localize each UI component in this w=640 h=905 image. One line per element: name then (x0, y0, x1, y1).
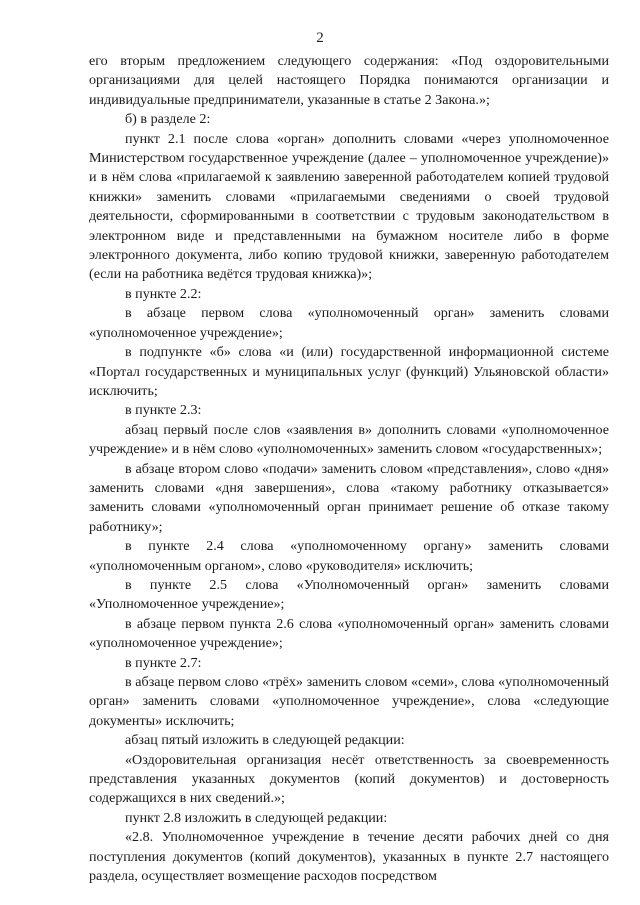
paragraph: пункт 2.1 после слова «орган» дополнить словами «через уполномоченное Министерством государственное учреждение (далее – уполномоченное учреждение)» и в нём слова «прилагаемой к заявлению заверенной работодателем копией трудовой книжки» заменить словами «прилагаемыми сведениями о своей трудовой деятельности, сформированными в соответствии с трудовым законодательством в электронном виде и представленными на бумажном носителе либо в форме электронного документа, либо копию трудовой книжки, заверенную работодателем (если на работника ведётся трудовая книжка)»; (89, 130, 609, 283)
paragraph: в абзаце первом слово «трёх» заменить словом «семи», слова «уполномоченный орган» заменить словами «уполномоченное учреждение», слова «следующие документы» исключить; (89, 674, 609, 729)
paragraph: б) в разделе 2: (125, 111, 211, 128)
document-body (89, 52, 609, 886)
paragraph: «Оздоровительная организация несёт ответственность за своевременность представления указанных документов (копий документов) и достоверность содержащихся в них сведений.»; (89, 751, 609, 807)
paragraph: в пункте 2.7: (125, 654, 202, 671)
paragraph: абзац первый после слов «заявления в» дополнить словами «уполномоченное учреждение» и в нём слово «уполномоченных» заменить словом «государственных»; (89, 421, 609, 458)
paragraph: его вторым предложением следующего содержания: «Под оздоровительными организациями для целей настоящего Порядка понимаются организации и индивидуальные предприниматели, указанные в статье 2 Закона.»; (89, 53, 609, 108)
paragraph: в подпункте «б» слова «и (или) государственной информационной системе «Портал государственных и муниципальных услуг (функций) Ульяновской области» исключить; (89, 344, 609, 399)
paragraph: в абзаце первом слова «уполномоченный орган» заменить словами «уполномоченное учреждение»; (89, 305, 609, 341)
paragraph: «2.8. Уполномоченное учреждение в течение десяти рабочих дней со дня поступления документов (копий документов), указанных в пункте 2.7 настоящего раздела, осуществляет возмещение расходов посредством (89, 829, 609, 885)
paragraph: в пункте 2.2: (125, 285, 202, 302)
paragraph: абзац пятый изложить в следующей редакции: (125, 732, 405, 749)
paragraph: в пункте 2.5 слова «Уполномоченный орган» заменить словами «Уполномоченное учреждение»; (89, 576, 609, 613)
paragraph: в абзаце втором слово «подачи» заменить словом «представления», слово «дня» заменить словами «дня завершения», слова «такому работнику отказывается» заменить словами «уполномоченный орган принимает решение об отказе такому работнику»; (89, 460, 609, 535)
page-number: 2 (316, 30, 324, 46)
paragraph: в пункте 2.3: (125, 402, 202, 419)
paragraph: в абзаце первом пункта 2.6 слова «уполномоченный орган» заменить словами «уполномоченное учреждение»; (89, 615, 609, 652)
paragraph: в пункте 2.4 слова «уполномоченному органу» заменить словами «уполномоченным органом», слово «руководителя» исключить; (89, 538, 609, 574)
paragraph: пункт 2.8 изложить в следующей редакции: (125, 809, 388, 826)
